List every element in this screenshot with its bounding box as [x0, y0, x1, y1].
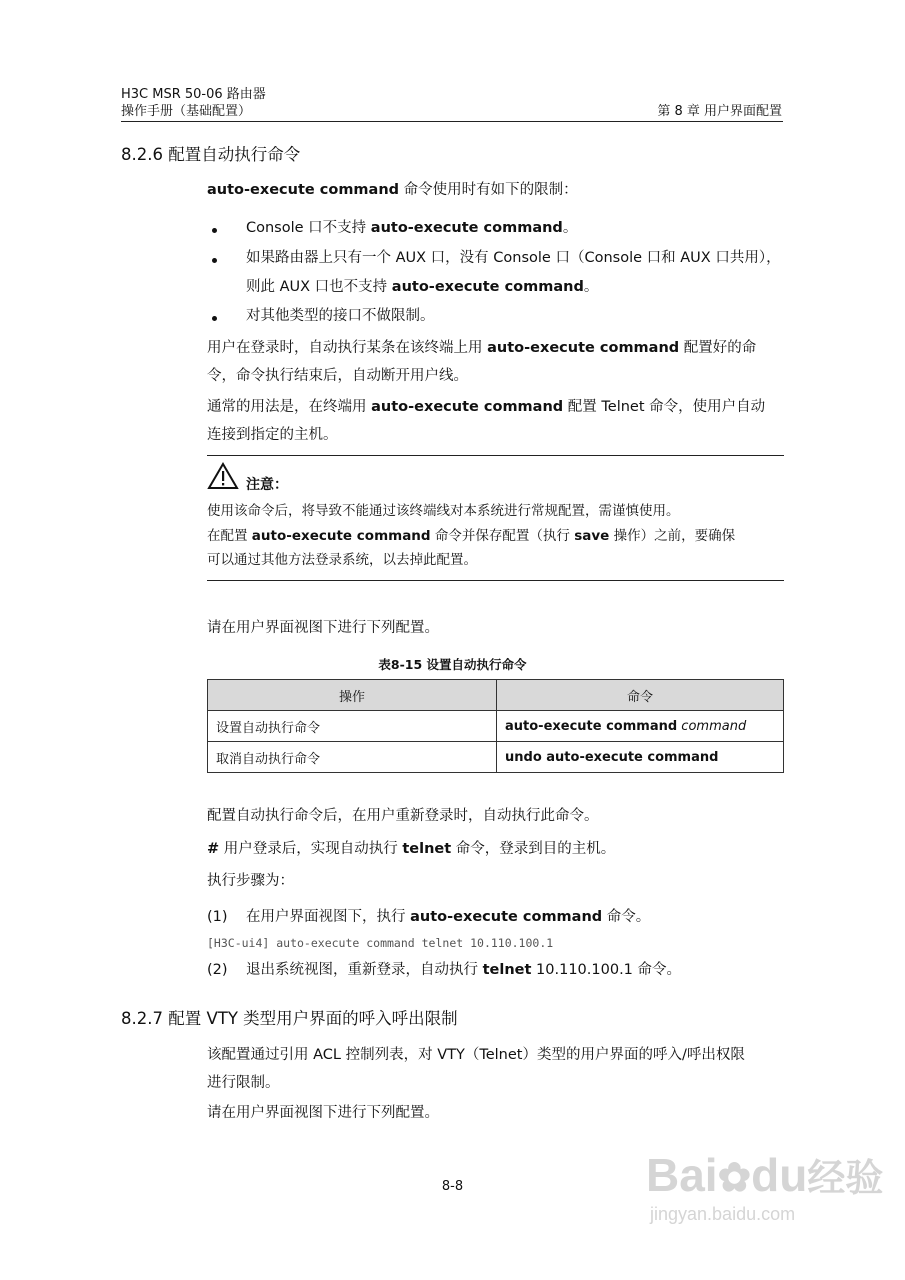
paragraph-2-line1: 通常的用法是，在终端用 auto-execute command 配置 Telnet 命令，使用户自动 — [207, 399, 766, 415]
step-1-number: (1) — [207, 909, 228, 925]
bullet-item-2-line1: 如果路由器上只有一个 AUX 口，没有 Console 口（Console 口和 AUX 口共用）， — [246, 250, 781, 266]
step-2-number: (2) — [207, 962, 228, 978]
table-row — [208, 742, 784, 773]
section2-line-1: 该配置通过引用 ACL 控制列表，对 VTY（Telnet）类型的用户界面的呼入/呼出权限 — [207, 1047, 745, 1063]
bullet-item-1: Console 口不支持 auto-execute command。 — [246, 220, 578, 236]
header-chapter: 第 8 章 用户界面配置 — [657, 104, 782, 119]
table-row — [208, 711, 784, 742]
table-cell-command: undo auto-execute command — [497, 742, 784, 773]
note-top-rule — [207, 455, 784, 456]
note-bottom-rule — [207, 580, 784, 581]
table-header-operation: 操作 — [208, 680, 497, 711]
watermark-logo: Bai✿du经验 — [646, 1149, 884, 1201]
step-1-text: 在用户界面视图下，执行 auto-execute command 命令。 — [246, 909, 651, 925]
note-line-3: 可以通过其他方法登录系统，以去掉此配置。 — [207, 552, 477, 568]
bullet-item-2-line2: 则此 AUX 口也不支持 auto-execute command。 — [246, 279, 599, 295]
bullet-icon — [212, 228, 217, 233]
intro-paragraph: auto-execute command 命令使用时有如下的限制： — [207, 182, 578, 198]
bullet-icon — [212, 316, 217, 321]
warning-icon — [207, 462, 239, 490]
config-intro: 请在用户界面视图下进行下列配置。 — [207, 620, 439, 636]
section2-line-3: 请在用户界面视图下进行下列配置。 — [207, 1105, 439, 1121]
note-label: 注意： — [246, 477, 288, 493]
table-cell-operation: 取消自动执行命令 — [208, 742, 497, 773]
section-title-827: 8.2.7 配置 VTY 类型用户界面的呼入呼出限制 — [121, 1009, 458, 1028]
paragraph-2-line2: 连接到指定的主机。 — [207, 427, 338, 443]
watermark-url: jingyan.baidu.com — [650, 1204, 796, 1224]
paragraph-1-line1: 用户在登录时，自动执行某条在该终端上用 auto-execute command 配置好的命 — [207, 340, 757, 356]
steps-label: 执行步骤为： — [207, 873, 294, 889]
header-product: H3C MSR 50-06 路由器 — [121, 87, 266, 102]
paw-icon: ✿ — [717, 1156, 752, 1200]
step-2-text: 退出系统视图，重新登录，自动执行 telnet 10.110.100.1 命令。 — [246, 962, 682, 978]
table-cell-operation: 设置自动执行命令 — [208, 711, 497, 742]
table-cell-command: auto-execute command command — [497, 711, 784, 742]
note-line-2: 在配置 auto-execute command 命令并保存配置（执行 save 操作）之前，要确保 — [207, 528, 736, 544]
code-example: [H3C-ui4] auto-execute command telnet 10.110.100.1 — [207, 936, 554, 950]
bullet-icon — [212, 258, 217, 263]
baidu-watermark — [646, 1150, 883, 1225]
page-number: 8-8 — [441, 1179, 464, 1194]
after-line-2: # 用户登录后，实现自动执行 telnet 命令，登录到目的主机。 — [207, 841, 616, 857]
header-rule — [121, 121, 783, 122]
note-line-1: 使用该命令后，将导致不能通过该终端线对本系统进行常规配置，需谨慎使用。 — [207, 503, 680, 519]
table-caption: 表8-15 设置自动执行命令 — [378, 657, 527, 672]
header-manual: 操作手册（基础配置） — [121, 104, 252, 119]
table-header-row — [208, 680, 784, 711]
table-header-command: 命令 — [497, 680, 784, 711]
paragraph-1-line2: 令，命令执行结束后，自动断开用户线。 — [207, 368, 468, 384]
section2-line-2: 进行限制。 — [207, 1075, 280, 1091]
bullet-item-3: 对其他类型的接口不做限制。 — [246, 308, 435, 324]
command-table — [207, 679, 784, 773]
section-title-826: 8.2.6 配置自动执行命令 — [121, 145, 301, 164]
after-line-1: 配置自动执行命令后，在用户重新登录时，自动执行此命令。 — [207, 808, 599, 824]
